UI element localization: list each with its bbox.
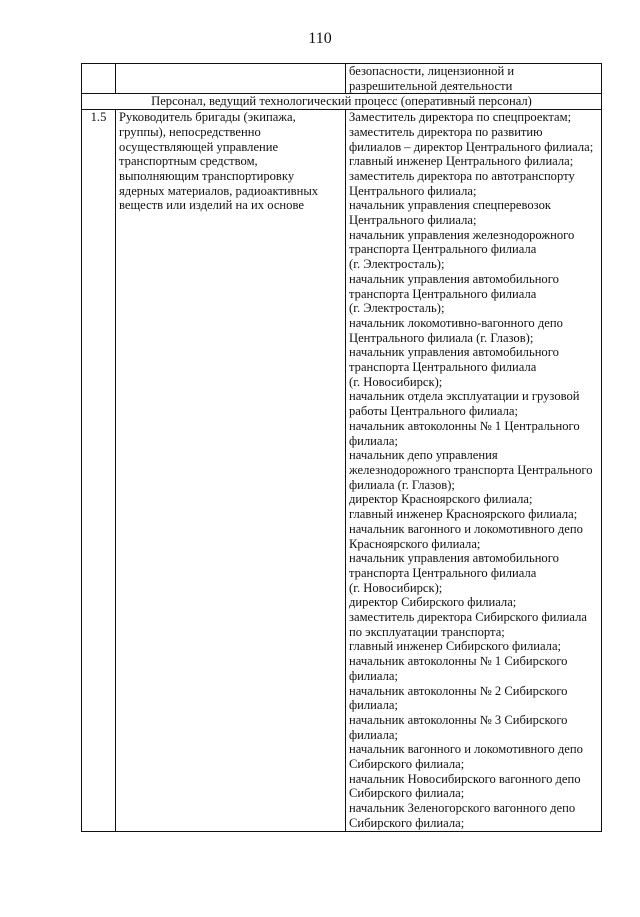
position-line: работы Центрального филиала; (349, 404, 518, 419)
continuation-line: безопасности, лицензионной и (349, 64, 515, 78)
position-line: начальник депо управления (349, 448, 498, 463)
position-line: главный инженер Центрального филиала; (349, 154, 574, 169)
position-line: (г. Электросталь); (349, 257, 445, 272)
position-line: (г. Новосибирск); (349, 374, 443, 389)
position-line: начальник управления спецперевозок (349, 198, 551, 213)
position-line: начальник автоколонны № 2 Сибирского (349, 683, 568, 698)
position-line: (г. Электросталь); (349, 301, 445, 316)
section-heading: Персонал, ведущий технологический процесс (оперативный персонал) (82, 94, 602, 110)
position-line: начальник вагонного и локомотивного депо (349, 521, 583, 536)
position-line: Центрального филиала; (349, 213, 477, 228)
role-line: осуществляющей управление (119, 139, 279, 154)
position-line: транспорта Центрального филиала (349, 242, 537, 257)
position-line: по эксплуатации транспорта; (349, 624, 505, 639)
continuation-role-cell (116, 64, 346, 94)
position-line: начальник отдела эксплуатации и грузовой (349, 389, 580, 404)
position-line: филиала; (349, 698, 398, 713)
role-line: выполняющим транспортировку (119, 168, 295, 183)
position-line: Сибирского филиала; (349, 757, 465, 772)
position-line: Красноярского филиала; (349, 536, 481, 551)
position-line: главный инженер Красноярского филиала; (349, 507, 578, 522)
position-line: филиала; (349, 668, 398, 683)
position-line: начальник управления автомобильного (349, 271, 559, 286)
position-line: начальник Зеленогорского вагонного депо (349, 801, 576, 816)
position-line: заместитель директора по автотранспорту (349, 168, 575, 183)
position-line: начальник автоколонны № 3 Сибирского (349, 712, 568, 727)
positions-list (349, 110, 598, 830)
position-line: заместитель директора Сибирского филиала (349, 610, 587, 625)
position-line: филиалов – директор Центрального филиала; (349, 139, 594, 154)
position-line: Сибирского филиала; (349, 815, 465, 830)
role-text (119, 110, 342, 213)
continuation-row (82, 64, 602, 94)
position-line: железнодорожного транспорта Центрального (349, 462, 593, 477)
position-line: главный инженер Сибирского филиала; (349, 639, 562, 654)
continuation-text-cell (346, 64, 602, 94)
position-line: транспорта Центрального филиала (349, 360, 537, 375)
position-line: начальник управления железнодорожного (349, 227, 575, 242)
role-cell (116, 110, 346, 831)
row-number: 1.5 (82, 110, 116, 831)
position-line: транспорта Центрального филиала (349, 565, 537, 580)
personnel-table (81, 63, 602, 832)
continuation-number-cell (82, 64, 116, 94)
position-line: заместитель директора по развитию (349, 124, 543, 139)
position-line: начальник автоколонны № 1 Центрального (349, 418, 580, 433)
section-heading-row (82, 94, 602, 110)
position-line: директор Красноярского филиала; (349, 492, 533, 507)
position-line: начальник вагонного и локомотивного депо (349, 742, 583, 757)
position-line: начальник локомотивно-вагонного депо (349, 315, 563, 330)
position-line: директор Сибирского филиала; (349, 595, 517, 610)
position-line: филиала; (349, 727, 398, 742)
position-line: начальник автоколонны № 1 Сибирского (349, 654, 568, 669)
position-line: транспорта Центрального филиала (349, 286, 537, 301)
position-line: Сибирского филиала; (349, 786, 465, 801)
position-line: Центрального филиала; (349, 183, 477, 198)
position-line: филиала (г. Глазов); (349, 477, 455, 492)
position-line: начальник управления автомобильного (349, 345, 559, 360)
page-number: 110 (308, 30, 332, 47)
position-line: начальник Новосибирского вагонного депо (349, 771, 581, 786)
role-line: транспортным средством, (119, 154, 258, 169)
position-line: Центрального филиала (г. Глазов); (349, 330, 534, 345)
role-line: ядерных материалов, радиоактивных (119, 183, 319, 198)
position-line: начальник управления автомобильного (349, 551, 559, 566)
position-line: (г. Новосибирск); (349, 580, 443, 595)
table-row (82, 110, 602, 831)
positions-cell (346, 110, 602, 831)
position-line: Заместитель директора по спецпроектам; (349, 110, 572, 125)
position-line: филиала; (349, 433, 398, 448)
role-line: веществ или изделий на их основе (119, 198, 304, 213)
continuation-line: разрешительной деятельности (349, 78, 513, 93)
role-line: группы), непосредственно (119, 124, 261, 139)
role-line: Руководитель бригады (экипажа, (119, 110, 296, 125)
